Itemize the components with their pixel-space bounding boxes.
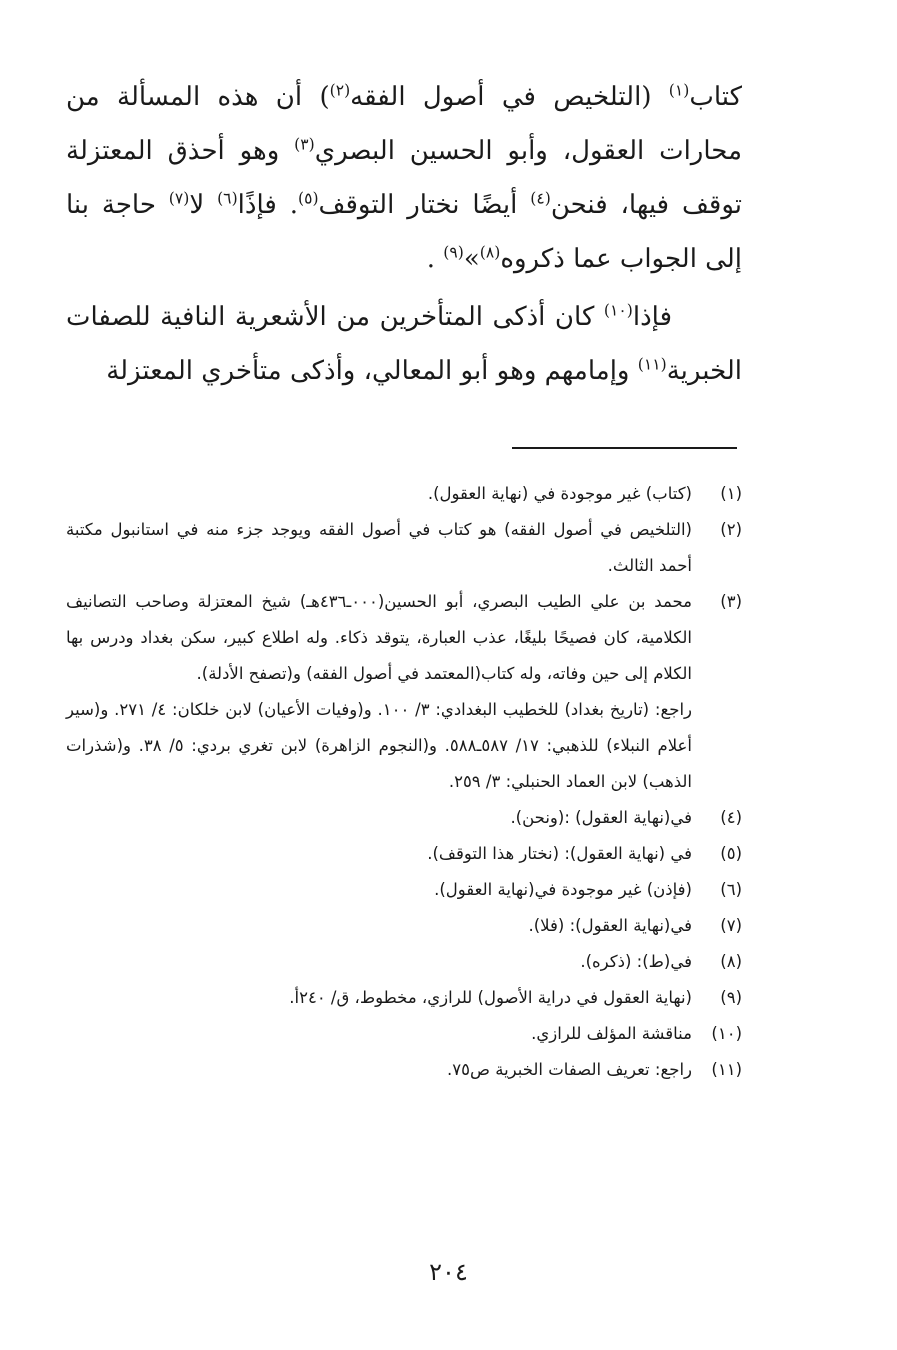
main-text <box>66 70 742 398</box>
footnote-text <box>66 944 692 980</box>
footnote-marker: (١) <box>668 81 690 100</box>
footnote-paragraph: (كتاب) غير موجودة في (نهاية العقول). <box>427 484 692 503</box>
footnote-number: (١١) <box>711 1060 742 1079</box>
text-run: وهو أحذق المعتزلة توقف فيها، فنحن <box>66 136 743 220</box>
footnote-text <box>66 476 692 512</box>
footnote-item <box>66 584 742 800</box>
footnote-item <box>66 908 742 944</box>
footnote-marker: (٦) <box>217 189 238 208</box>
footnote-marker: (٧) <box>168 189 190 208</box>
footnote-item <box>66 476 742 512</box>
footnote-paragraph: في (نهاية العقول): (نختار هذا التوقف). <box>427 844 692 863</box>
footnote-marker: (٤) <box>530 189 551 208</box>
text-run: وإمامهم وهو أبو المعالي، وأذكى متأخري المعتزلة <box>106 356 638 386</box>
footnote-paragraph: (فإذن) غير موجودة في(نهاية العقول). <box>434 880 692 899</box>
footnote-text <box>66 800 692 836</box>
footnote-number: (٦) <box>720 880 742 899</box>
footnote-marker: (٢) <box>329 81 351 100</box>
footnote-text <box>66 1052 692 1088</box>
footnote-marker: (٩) <box>443 243 464 262</box>
footnote-number: (٩) <box>720 988 742 1007</box>
text-run: » <box>463 244 480 274</box>
footnote-item <box>66 872 742 908</box>
paragraph <box>66 290 742 398</box>
paragraph <box>66 70 742 286</box>
footnote-item <box>66 800 742 836</box>
footnote-number: (٧) <box>720 916 742 935</box>
footnote-paragraph: في(نهاية العقول): (فلا). <box>528 916 692 935</box>
footnote-text <box>66 836 692 872</box>
footnote-item <box>66 836 742 872</box>
footnote-number: (٤) <box>720 808 742 827</box>
footnote-paragraph: (نهاية العقول في دراية الأصول) للرازي، مخطوط، ق/ ٢٤٠أ. <box>289 988 692 1007</box>
text-run: كتاب <box>689 82 742 112</box>
footnote-paragraph: (التلخيص في أصول الفقه) هو كتاب في أصول الفقه ويوجد جزء منه في استانبول مكتبة أحمد الثالث. <box>66 520 692 575</box>
footnote-text <box>66 872 692 908</box>
footnote-marker: (٨) <box>479 243 501 262</box>
footnote-paragraph: محمد بن علي الطيب البصري، أبو الحسين(٠٠٠ـ٤٣٦هـ) شيخ المعتزلة وصاحب التصانيف الكلامية، كان فصيحًا بليغًا، عذب العبارة، يتوقد ذكاء. وله اطلاع كبير، سكن بغداد ودرس بها الكلام إلى حين وفاته، وله كتاب(المعتمد في أصول الفقه) و(تصفح الأدلة). <box>66 592 692 683</box>
footnote-paragraph: راجع: تعريف الصفات الخبرية ص٧٥. <box>447 1060 692 1079</box>
footnote-separator <box>512 447 737 449</box>
footnote-paragraph: في(نهاية العقول) :(ونحن). <box>510 808 692 827</box>
footnote-text <box>66 908 692 944</box>
footnote-item <box>66 1052 742 1088</box>
footnote-number: (٢) <box>720 520 742 539</box>
footnote-text <box>66 1016 692 1052</box>
footnote-marker: (١١) <box>637 355 667 374</box>
text-run: لا <box>189 190 218 220</box>
text-run: كان أذكى المتأخرين من الأشعرية النافية للصفات الخبرية <box>66 302 742 386</box>
footnote-number: (٥) <box>720 844 742 863</box>
footnote-item <box>66 980 742 1016</box>
footnote-text <box>66 584 692 800</box>
text-run: أيضًا نختار التوقف <box>318 190 531 220</box>
footnote-paragraph: راجع: (تاريخ بغداد) للخطيب البغدادي: ٣/ ١٠٠. و(وفيات الأعيان) لابن خلكان: ٤/ ٢٧١. و(سير أعلام النبلاء) للذهبي: ١٧/ ٥٨٧ـ٥٨٨. و(النجوم الزاهرة) لابن تغري بردي: ٥/ ٣٨. و(شذرات الذهب) لابن العماد الحنبلي: ٣/ ٢٥٩. <box>66 700 692 791</box>
footnote-number: (١) <box>720 484 742 503</box>
footnote-paragraph: في(ط): (ذكره). <box>580 952 692 971</box>
text-run: ) أن هذه المسألة من محارات العقول، وأبو الحسين البصري <box>66 82 742 166</box>
footnote-paragraph: مناقشة المؤلف للرازي. <box>531 1024 692 1043</box>
footnote-item <box>66 1016 742 1052</box>
footnote-marker: (٥) <box>297 189 319 208</box>
footnote-marker: (١٠) <box>603 301 633 320</box>
text-run: . <box>426 244 444 274</box>
page-number: ٢٠٤ <box>429 1258 468 1286</box>
text-run: (التلخيص في أصول الفقه <box>350 82 669 112</box>
footnote-item <box>66 944 742 980</box>
text-run: حاجة بنا إلى الجواب عما ذكروه <box>66 190 742 274</box>
footnote-number: (١٠) <box>711 1024 742 1043</box>
footnote-number: (٨) <box>720 952 742 971</box>
footnote-text <box>66 980 692 1016</box>
footnote-marker: (٣) <box>294 135 315 154</box>
footnote-number: (٣) <box>720 592 742 611</box>
footnotes-list <box>66 476 742 1088</box>
text-run: فإذا <box>632 302 672 332</box>
footnote-item <box>66 512 742 584</box>
text-run: . فإذًا <box>237 190 298 220</box>
footnote-text <box>66 512 692 584</box>
